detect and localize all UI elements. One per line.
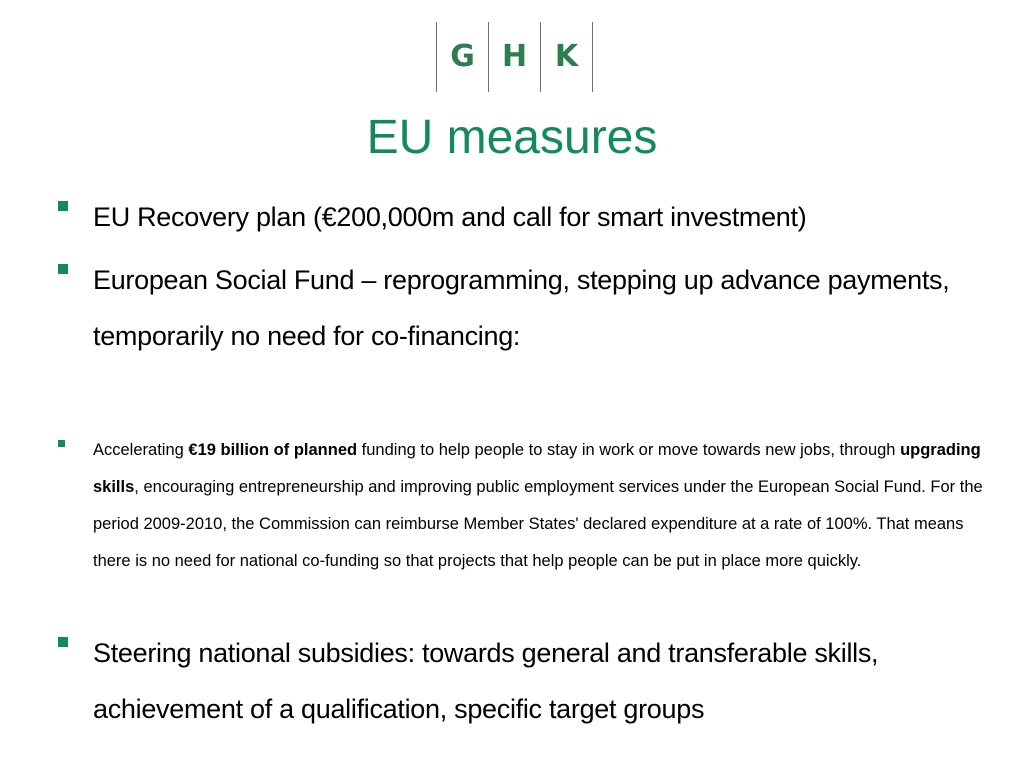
slide-title: EU measures <box>366 111 658 164</box>
logo-letter-k: K <box>554 39 579 74</box>
bullet-text: European Social Fund – reprogramming, stepping up advance payments, temporarily no need for co-financing: <box>93 265 950 351</box>
bullet-european-social-fund <box>58 252 994 364</box>
bullet-marker <box>58 637 68 647</box>
logo-divider <box>592 22 593 92</box>
bullet-text: EU Recovery plan (€200,000m and call for smart investment) <box>93 202 807 232</box>
bullet-text: Steering national subsidies: towards general and transferable skills, achievement of a qualification, specific target groups <box>93 638 879 724</box>
bullet-text-part: funding to help people to stay in work or move towards new jobs, through <box>357 441 901 459</box>
logo-letter-h: H <box>501 39 528 74</box>
bullet-accelerating-funding <box>58 432 994 580</box>
ghk-logo <box>436 22 593 92</box>
logo-letter-g: G <box>450 39 475 74</box>
bullet-text-part: Accelerating <box>93 441 189 459</box>
bullet-text-bold: €19 billion of planned <box>188 441 358 459</box>
bullet-marker <box>58 264 68 274</box>
bullet-marker <box>58 201 68 211</box>
bullet-text-part: , encouraging entrepreneurship and improving public employment services under the European Social Fund. For the period 2009-2010, the Commission can reimburse Member States' declared expenditure at a rate of 100%. That means there is no need for national co-funding so that projects that help people can be put in place more quickly. <box>93 478 983 570</box>
bullet-eu-recovery-plan <box>58 189 994 245</box>
bullet-marker <box>58 440 65 447</box>
bullet-text-bold: upgrading skills <box>93 441 981 496</box>
bullet-text <box>93 432 994 580</box>
bullet-steering-national-subsidies <box>58 625 994 737</box>
